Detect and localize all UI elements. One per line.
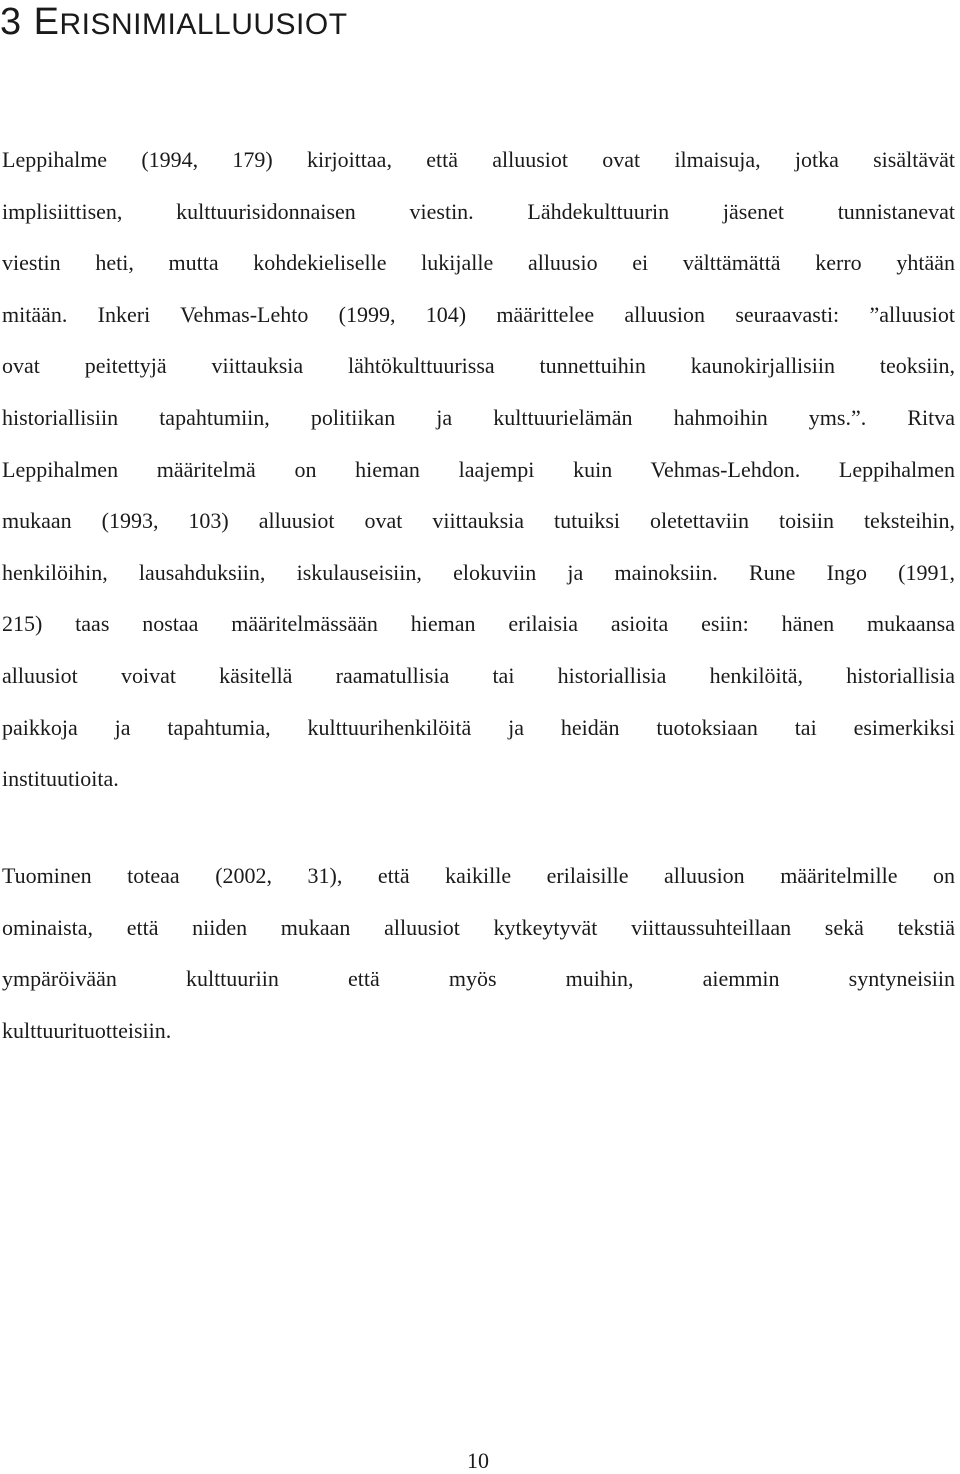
chapter-title-initial: E — [33, 1, 60, 43]
chapter-number: 3 — [0, 1, 22, 43]
chapter-heading — [0, 0, 348, 47]
paragraph-line: mukaan (1993, 103) alluusiot ovat viittauksia tutuiksi oletettaviin toisiin teksteihin, — [2, 508, 955, 534]
paragraph-line: implisiittisen, kulttuurisidonnaisen viestin. Lähdekulttuurin jäsenet tunnistanevat — [2, 198, 955, 224]
paragraph-line: henkilöihin, lausahduksiin, iskulauseisiin, elokuviin ja mainoksiin. Rune Ingo (1991, — [2, 559, 955, 585]
paragraph-2 — [2, 850, 955, 1056]
paragraph-line: instituutioita. — [2, 766, 119, 792]
paragraph-line: historiallisiin tapahtumiin, politiikan ja kulttuurielämän hahmoihin yms.”. Ritva — [2, 404, 955, 430]
paragraph-line: ominaista, että niiden mukaan alluusiot kytkeytyvät viittaussuhteillaan sekä tekstiä — [2, 914, 955, 940]
paragraph-line: Tuominen toteaa (2002, 31), että kaikille erilaisille alluusion määritelmille on — [2, 863, 955, 888]
page-number: 10 — [467, 1448, 489, 1473]
paragraph-line: ovat peitettyjä viittauksia lähtökulttuurissa tunnettuihin kaunokirjallisiin teoksiin, — [2, 353, 955, 379]
paragraph-line: mitään. Inkeri Vehmas-Lehto (1999, 104) määrittelee alluusion seuraavasti: ”alluusiot — [2, 301, 955, 327]
paragraph-line: 215) taas nostaa määritelmässään hieman erilaisia asioita esiin: hänen mukaansa — [2, 611, 955, 637]
paragraph-1 — [2, 134, 955, 805]
paragraph-line: paikkoja ja tapahtumia, kulttuurihenkilöitä ja heidän tuotoksiaan tai esimerkiksi — [2, 714, 955, 740]
chapter-title-rest: RISNIMIALLUUSIOT — [59, 8, 348, 41]
paragraph-line: kulttuurituotteisiin. — [2, 1017, 172, 1043]
paragraph-line: viestin heti, mutta kohdekieliselle lukijalle alluusio ei välttämättä kerro yhtään — [2, 250, 955, 276]
paragraph-line: alluusiot voivat käsitellä raamatullisia tai historiallisia henkilöitä, historiallisia — [2, 662, 955, 688]
paragraph-line: ympäröivään kulttuuriin että myös muihin, aiemmin syntyneisiin — [2, 966, 955, 992]
paragraph-line: Leppihalme (1994, 179) kirjoittaa, että alluusiot ovat ilmaisuja, jotka sisältävät — [2, 147, 955, 172]
paragraph-line: Leppihalmen määritelmä on hieman laajempi kuin Vehmas-Lehdon. Leppihalmen — [2, 456, 955, 482]
